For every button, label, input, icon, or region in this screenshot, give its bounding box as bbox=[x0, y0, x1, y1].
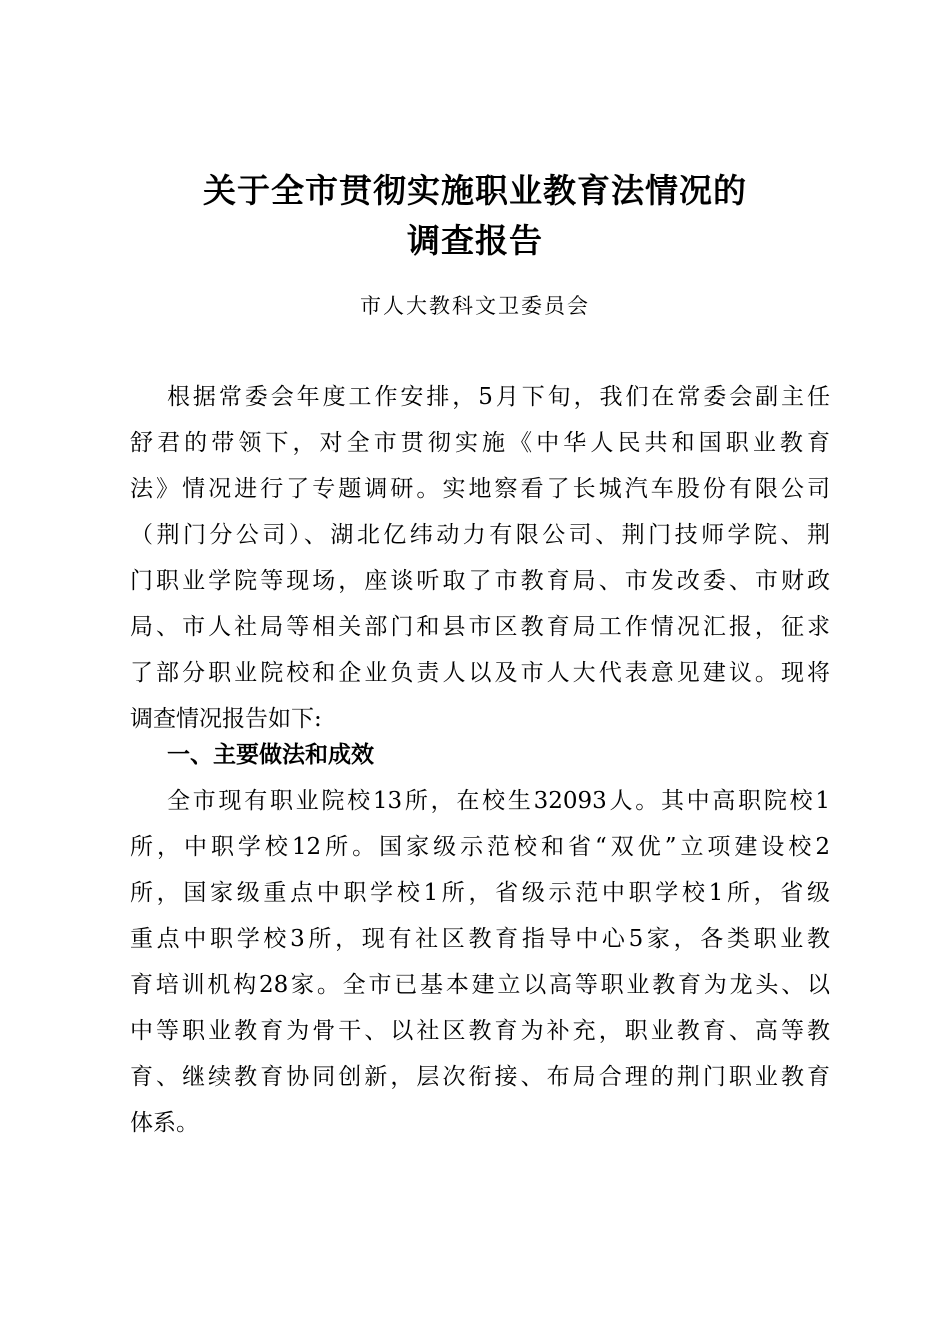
paragraph-line: 根据常委会年度工作安排，5月下旬，我们在常委会副主任 bbox=[167, 384, 830, 410]
document-title-line-2: 调查报告 bbox=[407, 221, 543, 260]
paragraph-line: 育、继续教育协同创新，层次衔接、布局合理的荆门职业教育 bbox=[130, 1064, 830, 1090]
paragraph-line: 调查情况报告如下: bbox=[130, 706, 322, 732]
document-author: 市人大教科文卫委员会 bbox=[360, 294, 590, 318]
paragraph-line: 所，国家级重点中职学校1所，省级示范中职学校1所，省级 bbox=[130, 880, 830, 906]
paragraph-line: （荆门分公司）、湖北亿纬动力有限公司、荆门技师学院、荆 bbox=[130, 522, 830, 548]
section-heading: 一、主要做法和成效 bbox=[167, 741, 374, 768]
paragraph-line: 重点中职学校3所，现有社区教育指导中心5家，各类职业教 bbox=[130, 926, 830, 952]
paragraph-line: 育培训机构28家。全市已基本建立以高等职业教育为龙头、以 bbox=[130, 972, 830, 998]
paragraph-line: 体系。 bbox=[130, 1110, 199, 1136]
paragraph-line: 舒君的带领下，对全市贯彻实施《中华人民共和国职业教育 bbox=[130, 430, 830, 456]
document-title-line-1: 关于全市贯彻实施职业教育法情况的 bbox=[203, 171, 747, 210]
paragraph-line: 局、市人社局等相关部门和县市区教育局工作情况汇报，征求 bbox=[130, 614, 830, 640]
paragraph-line: 全市现有职业院校13所，在校生32093人。其中高职院校1 bbox=[167, 788, 830, 814]
paragraph-line: 中等职业教育为骨干、以社区教育为补充，职业教育、高等教 bbox=[130, 1018, 830, 1044]
paragraph-line: 门职业学院等现场，座谈听取了市教育局、市发改委、市财政 bbox=[130, 568, 830, 594]
paragraph-line: 法》情况进行了专题调研。实地察看了长城汽车股份有限公司 bbox=[130, 476, 830, 502]
paragraph-line: 了部分职业院校和企业负责人以及市人大代表意见建议。现将 bbox=[130, 660, 830, 686]
paragraph-line: 所，中职学校12所。国家级示范校和省“双优”立项建设校2 bbox=[130, 834, 830, 860]
